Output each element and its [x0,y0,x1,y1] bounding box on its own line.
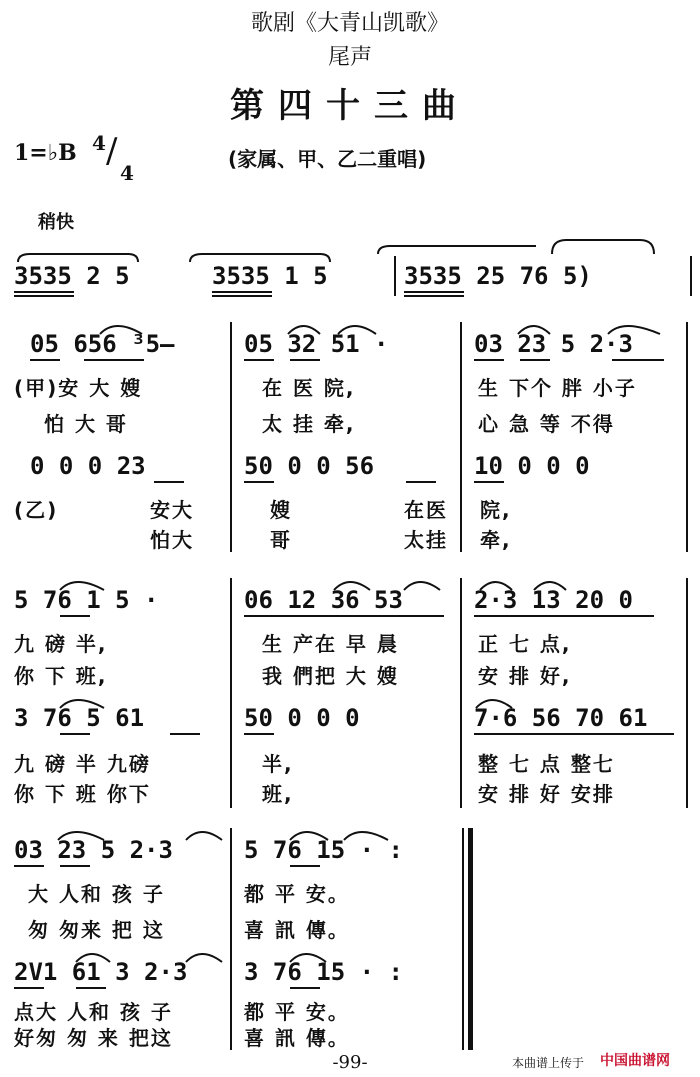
key-signature: 1=♭B [14,140,77,166]
slur [190,254,330,262]
slur [404,582,440,590]
slur [60,700,104,708]
s1-lyric-a2-m2: 太 挂 牵, [262,412,356,436]
s1-lyric-b1-b: 嫂 [270,498,292,522]
s1-lyric-a1-m2: 在 医 院, [262,376,356,400]
meter-slash: / [106,131,118,171]
slur [518,326,550,334]
slur [76,954,110,962]
s1-lyric-a2-m1: 怕 大 哥 [44,412,128,436]
s2-lyric-b1-m1: 九 磅 半 九磅 [14,752,151,776]
s1-voice-b-m3: 10 0 0 0 [474,452,590,480]
s1-lyric-a1-m1: (甲)安 大 嫂 [14,376,143,400]
slur [100,326,142,334]
s2-lyric-b2-m1: 你 下 班 你下 [14,782,151,806]
site-logo: 中国曲谱网 [600,1053,670,1069]
slur [18,254,138,262]
s1-voice-b-label: (乙) [14,498,59,522]
tempo-marking: 稍快 [38,212,74,233]
s2-lyric-b2-m3: 安 排 好 安排 [478,782,615,806]
s2-voice-b-m2: 50 0 0 0 [244,704,360,732]
slur [344,832,388,840]
s1-voice-a-m3: 03 23 5 2·3 [474,330,633,358]
piece-title: 第四十三曲 [230,86,470,126]
s3-voice-a-m1: 03 23 5 2·3 [14,836,173,864]
s1-lyric-a2-m3: 心 急 等 不得 [478,412,615,436]
s2-lyric-a2-m2: 我 們把 大 嫂 [262,664,399,688]
upload-credit: 本曲谱上传于 [512,1056,585,1070]
intro-measure-3: 3535 25 76 5) [404,262,592,290]
s2-voice-b-m3: 7·6 56 70 61 [474,704,648,732]
s2-voice-a-m3: 2·3 13 20 0 [474,586,633,614]
s3-lyric-b2-m2: 喜 訊 傳。 [244,1026,350,1050]
s3-lyric-b1-m2: 都 平 安。 [244,1000,350,1024]
section-title: 尾声 [327,45,372,70]
s3-lyric-a2-m1: 匆 匆来 把 这 [28,918,165,942]
s3-voice-b-m1: 2V1 61 3 2·3 [14,958,188,986]
slur [290,832,328,840]
s1-voice-a-m2: 05 32 51 · [244,330,389,358]
s1-voice-b-m2: 50 0 0 56 [244,452,375,480]
s1-lyric-b2-b: 哥 [270,528,292,552]
s3-lyric-a1-m2: 都 平 安。 [244,882,350,906]
s2-lyric-a1-m3: 正 七 点, [478,632,572,656]
slur [60,582,104,590]
slur [480,582,512,590]
s2-lyric-a2-m1: 你 下 班, [14,664,108,688]
s1-lyric-b2-d: 牵, [480,528,512,552]
s2-lyric-b1-m2: 半, [262,752,294,776]
slur [338,326,376,334]
slur [334,582,370,590]
slur [476,700,512,708]
s3-lyric-a1-m1: 大 人和 孩 子 [28,882,165,906]
s2-voice-a-m2: 06 12 36 53 [244,586,403,614]
s3-lyric-b1-m1: 点大 人和 孩 子 [14,1000,173,1024]
s2-voice-a-m1: 5 76 1 5 · [14,586,159,614]
meter-numerator: 4 [92,131,106,155]
s1-lyric-b1-c: 在医 [404,498,448,522]
s3-lyric-b2-m1: 好匆 匆 来 把这 [14,1026,173,1050]
slur [186,832,222,840]
s2-lyric-a1-m2: 生 产在 早 晨 [262,632,399,656]
opera-title: 歌剧《大青山凯歌》 [250,11,449,36]
meter-denominator: 4 [120,161,134,185]
s1-lyric-b1-d: 院, [480,498,512,522]
s3-lyric-a2-m2: 喜 訊 傳。 [244,918,350,942]
slur [608,326,660,334]
slur [58,832,104,840]
slur [534,582,566,590]
s2-lyric-b1-m3: 整 七 点 整七 [478,752,615,776]
slur [288,326,320,334]
s2-lyric-b2-m2: 班, [262,782,294,806]
s1-lyric-b2-a: 怕大 [150,528,194,552]
s1-voice-a-m1: 05 656 ³5— [30,330,175,358]
slur [378,246,536,254]
slur [186,954,222,962]
s2-voice-b-m1: 3 76 5 61 [14,704,145,732]
s3-voice-a-m2: 5 76 15 · : [244,836,403,864]
voice-designation: (家属、甲、乙二重唱) [228,147,427,171]
s2-lyric-a2-m3: 安 排 好, [478,664,572,688]
s1-lyric-a1-m3: 生 下个 胖 小子 [478,376,637,400]
s2-lyric-a1-m1: 九 磅 半, [14,632,108,656]
s1-lyric-b1-a: 安大 [150,498,194,522]
s3-voice-b-m2: 3 76 15 · : [244,958,403,986]
page-number: -99- [332,1052,368,1073]
slur [552,240,654,254]
intro-measure-2: 3535 1 5 [212,262,328,290]
s1-voice-b-m1: 0 0 0 23 [30,452,146,480]
intro-measure-1: 3535 2 5 [14,262,130,290]
s1-lyric-b2-c: 太挂 [404,528,448,552]
slur [290,954,326,962]
